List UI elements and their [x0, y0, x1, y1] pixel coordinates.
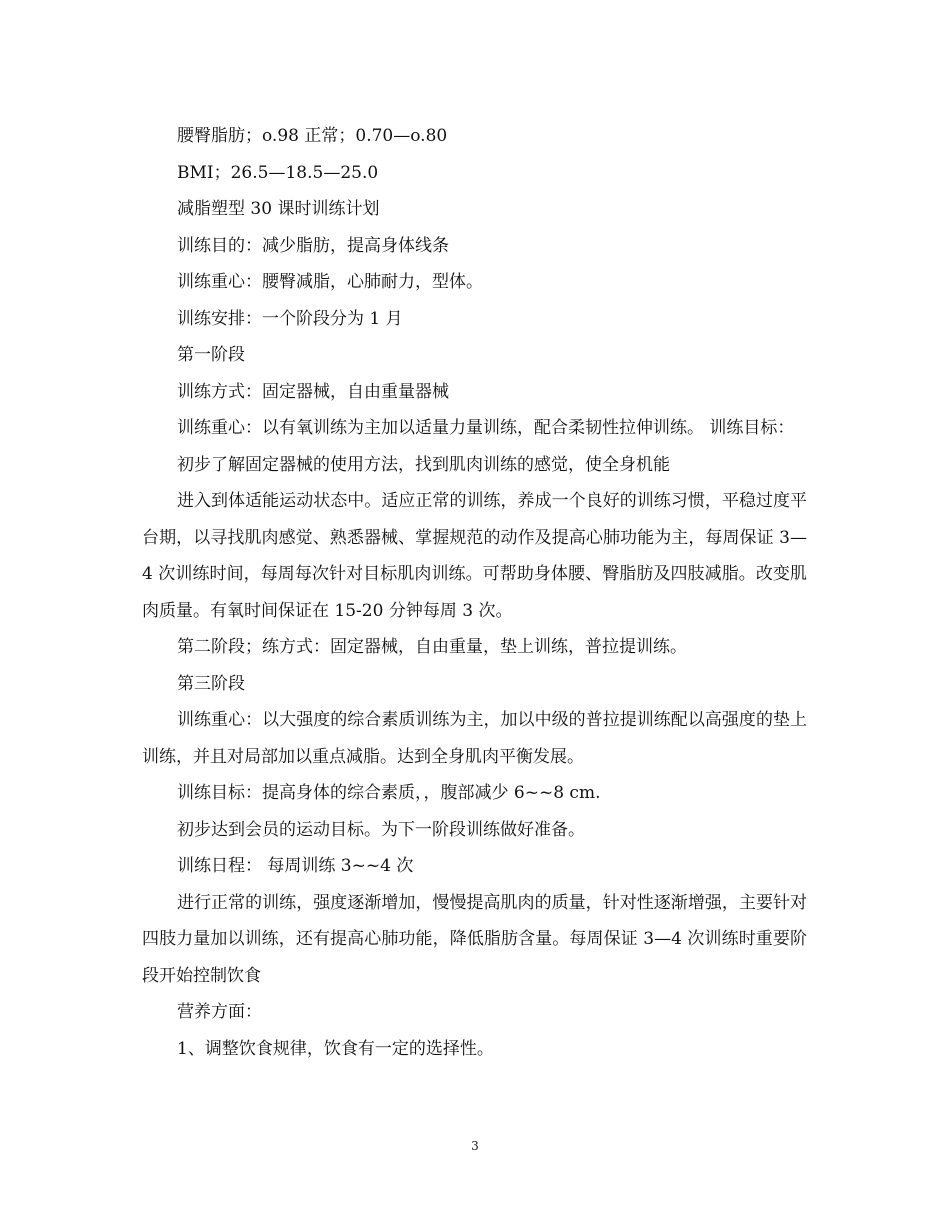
paragraph-stage-one-focus: 训练重心：以有氧训练为主加以适量力量训练，配合柔韧性拉伸训练。 训练目标： [177, 418, 795, 438]
document-body [142, 118, 807, 1067]
paragraph-training-focus: 训练重心：腰臀减脂，心肺耐力，型体。 [177, 272, 483, 292]
paragraph-training-schedule: 训练日程： 每周训练 3~~4 次 [177, 856, 414, 876]
paragraph-bmi: BMI；26.5—18.5—25.0 [177, 162, 379, 183]
paragraph-stage-one: 第一阶段 [177, 345, 245, 365]
paragraph-diet-adjustment: 1、调整饮食规律，饮食有一定的选择性。 [177, 1038, 494, 1059]
page-number: 3 [471, 1139, 479, 1153]
paragraph-stage-three: 第三阶段 [177, 673, 245, 694]
paragraph-training-purpose: 训练目的：减少脂肪，提高身体线条 [177, 235, 449, 256]
paragraph-plan-title: 减脂塑型 30 课时训练计划 [177, 199, 380, 219]
paragraph-preliminary-understanding: 初步了解固定器械的使用方法，找到肌肉训练的感觉，使全身机能 [177, 454, 670, 475]
paragraph-waist-hip-fat: 腰臀脂肪；o.98 正常；0.70—o.80 [177, 126, 448, 146]
paragraph-training-arrangement: 训练安排：一个阶段分为 1 月 [177, 308, 403, 329]
paragraph-stage-two: 第二阶段；练方式：固定器械，自由重量，垫上训练，普拉提训练。 [177, 637, 687, 657]
paragraph-stage-three-focus: 训练重心：以大强度的综合素质训练为主，加以中级的普拉提训练配以高强度的垫上训练，并且对局部加以重点减脂。达到全身肌肉平衡发展。 [142, 710, 807, 767]
paragraph-nutrition: 营养方面： [177, 1002, 262, 1022]
paragraph-training-goal: 训练目标：提高身体的综合素质，，腹部减少 6~~8 cm. [177, 783, 601, 803]
paragraph-training-method: 训练方式：固定器械，自由重量器械 [177, 381, 449, 402]
paragraph-normal-training: 进行正常的训练，强度逐渐增加，慢慢提高肌肉的质量，针对性逐渐增强，主要针对四肢力量加以训练，还有提高心肺功能，降低脂肪含量。每周保证 3—4 次训练时重要阶段开始控制饮食 [142, 892, 807, 986]
paragraph-member-goal: 初步达到会员的运动目标。为下一阶段训练做好准备。 [177, 819, 585, 840]
paragraph-fitness-state: 进入到体适能运动状态中。适应正常的训练，养成一个良好的训练习惯，平稳过度平台期，以寻找肌肉感觉、熟悉器械、掌握规范的动作及提高心肺功能为主，每周保证 3—4 次训练时间，每周每次针对目标肌肉训练。可帮助身体腰、臀脂肪及四肢减脂。改变肌肉质量。有氧时间保证在 15-20 分钟每周 3 次。 [142, 491, 807, 621]
